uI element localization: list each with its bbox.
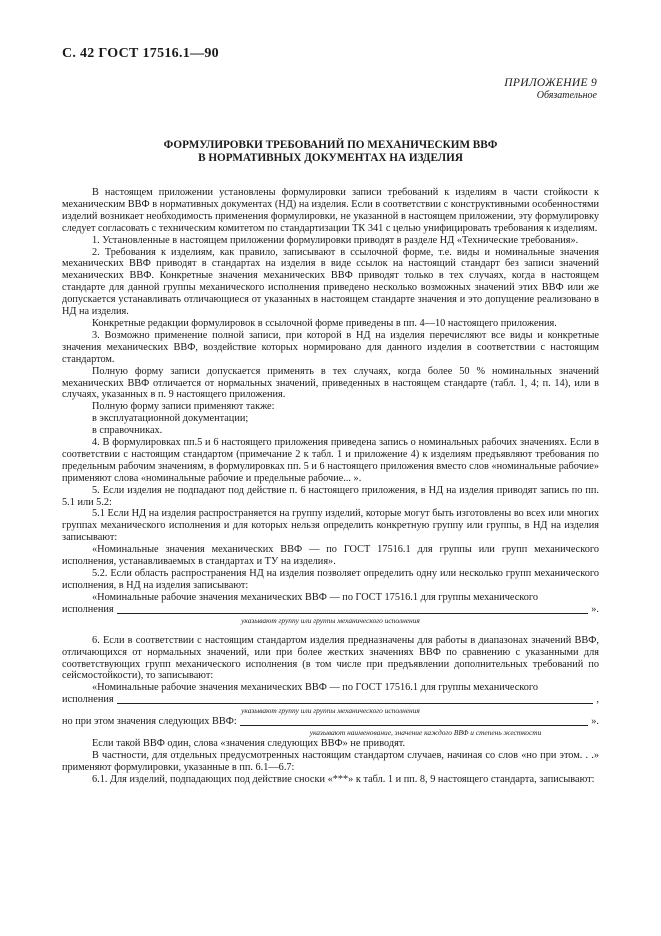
clause-3: 3. Возможно применение полной записи, при которой в НД на изделия перечисляют все виды и конкретные значения механических ВВФ, воздействие которых нормировано для данного изделия в соответствии с настоящим стандартом.: [62, 329, 599, 365]
clause-2-note: Конкретные редакции формулировок в ссылочной форме приведены в пп. 4—10 настоящего приложения.: [92, 317, 557, 329]
clause-5-2-fill-line: [62, 604, 599, 616]
page-header: С. 42 ГОСТ 17516.1—90: [62, 46, 219, 61]
fill-caption-2: указывают группу или группы механического исполнения: [241, 706, 420, 716]
clause-6-particular: В частности, для отдельных предусмотренных настоящим стандартом случаев, начиная со слов «но при этом. . .» применяют формулировки, указанные в пп. 6.1—6.7:: [62, 750, 599, 774]
blank-line: [117, 694, 594, 704]
clause-6-single-factor: Если такой ВВФ один, слова «значения следующих ВВФ» не приводят.: [92, 738, 406, 750]
fill-end: ».: [591, 603, 599, 615]
clause-6-1: 6.1. Для изделий, подпадающих под действие сноски «***» к табл. 1 и пп. 8, 9 настоящего стандарта, записывают:: [92, 773, 595, 785]
title-line-1: ФОРМУЛИРОВКИ ТРЕБОВАНИЙ ПО МЕХАНИЧЕСКИМ ВВФ: [163, 139, 498, 151]
fill-caption-1: указывают группу или группы механического исполнения: [241, 615, 420, 625]
fill-label: исполнения: [62, 694, 114, 706]
appendix-title: [62, 139, 599, 165]
clause-6: 6. Если в соответствии с настоящим стандартом изделия предназначены для работы в диапазонах значений ВВФ, отличающихся от нормальных значений, или при более жестких значениях ВВФ по сравнению с указанными для соответствующих групп механического исполнения (в том числе при предъявлении дополнительных требований по сейсмостойкости), то записывают:: [62, 634, 599, 682]
clause-3-full-form: Полную форму записи допускается применять в тех случаях, когда более 50 % номинальных значений механических ВВФ отличается от нормальных значений, приведенных в настоящем стандарте (табл. 1, 4; п. 14), или в случаях, указанных в п. 9 настоящего приложения.: [62, 365, 599, 401]
clause-5-1: 5.1 Если НД на изделия распространяется на группу изделий, которые могут быть изготовлены во всех или многих группах механического исполнения и для которых нельзя определить конкретную группу или группы, в НД на изделия записывают:: [62, 508, 599, 544]
blank-line: [117, 604, 589, 614]
title-line-2: В НОРМАТИВНЫХ ДОКУМЕНТАХ НА ИЗДЕЛИЯ: [198, 152, 463, 164]
fill-end: ,: [596, 694, 599, 706]
clause-6-factors-line: [62, 716, 599, 728]
fill-label: но при этом значения следующих ВВФ:: [62, 716, 237, 728]
clause-1: 1. Установленные в настоящем приложении формулировки приводят в разделе НД «Технические требования».: [92, 234, 579, 246]
appendix-label-block: [504, 77, 597, 101]
appendix-number: ПРИЛОЖЕНИЕ 9: [504, 77, 597, 89]
clause-5: 5. Если изделия не подпадают под действие п. 6 настоящего приложения, в НД на изделия приводят запись по пп. 5.1 или 5.2:: [62, 484, 599, 508]
clause-6-fill-line: [62, 694, 599, 706]
clause-3-also: Полную форму записи применяют также:: [92, 401, 275, 413]
fill-end: ».: [591, 716, 599, 728]
clause-5-2: 5.2. Если область распространения НД на изделия позволяет определить одну или несколько групп механического исполнения, в НД на изделия записывают:: [62, 568, 599, 591]
clause-3-item-1: в эксплуатационной документации;: [92, 413, 249, 425]
appendix-status: Обязательное: [536, 90, 597, 101]
clause-5-1-wording: «Номинальные значения механических ВВФ — по ГОСТ 17516.1 для группы или групп механического исполнения, устанавливаемых в стандартах и ТУ на изделия».: [62, 544, 599, 568]
clause-3-item-2: в справочниках.: [92, 425, 163, 437]
fill-caption-3: указывают наименование, значение каждого ВВФ и степень жесткости: [309, 728, 542, 738]
appendix-body: [62, 187, 599, 786]
clause-6-wording: «Номинальные рабочие значения механических ВВФ — по ГОСТ 17516.1 для группы механического: [92, 682, 539, 694]
clause-4: 4. В формулировках пп.5 и 6 настоящего приложения приведена запись о номинальных рабочих значениях. Если в соответствии с настоящим стандартом (примечание 2 к табл. 1 и приложение 4) к изделиям предъявляют требования по предельным рабочим значениям, в формулировках пп. 5 и 6 настоящего приложения вместо слов «номинальные рабочие» применяют слова «номинальные рабочие и предельные рабочие... ».: [62, 437, 599, 484]
clause-2: 2. Требования к изделиям, как правило, записывают в ссылочной форме, т.е. виды и номинальные значения механических ВВФ приводят в стандартах на изделия в виде ссылок на настоящий стандарт без записи значений механических ВВФ. Конкретные значения механических ВВФ приводят только в тех случаях, когда в настоящем стандарте для данной группы механического исполнения приведено несколько возможных значений этих ВВФ или же допускается устанавливать отличающиеся от указанных в настоящем стандарте значения и это допущение реализовано в НД на изделия.: [62, 246, 599, 318]
clause-5-2-wording: «Номинальные рабочие значения механических ВВФ — по ГОСТ 17516.1 для группы механического: [92, 591, 539, 603]
fill-label: исполнения: [62, 603, 114, 615]
intro-paragraph: В настоящем приложении установлены формулировки записи требований к изделиям в части стойкости к механическим ВВФ в нормативных документах (НД) на изделия. Если в соответствии с конструктивными особенностями изделий возникает необходимость применения формулировки, не указанной в настоящем приложении, эту формулировку следует согласовать с техническим комитетом по стандартизации ТК 341 с целью унифицировать требования к изделиям.: [62, 187, 599, 234]
blank-line: [240, 716, 589, 726]
